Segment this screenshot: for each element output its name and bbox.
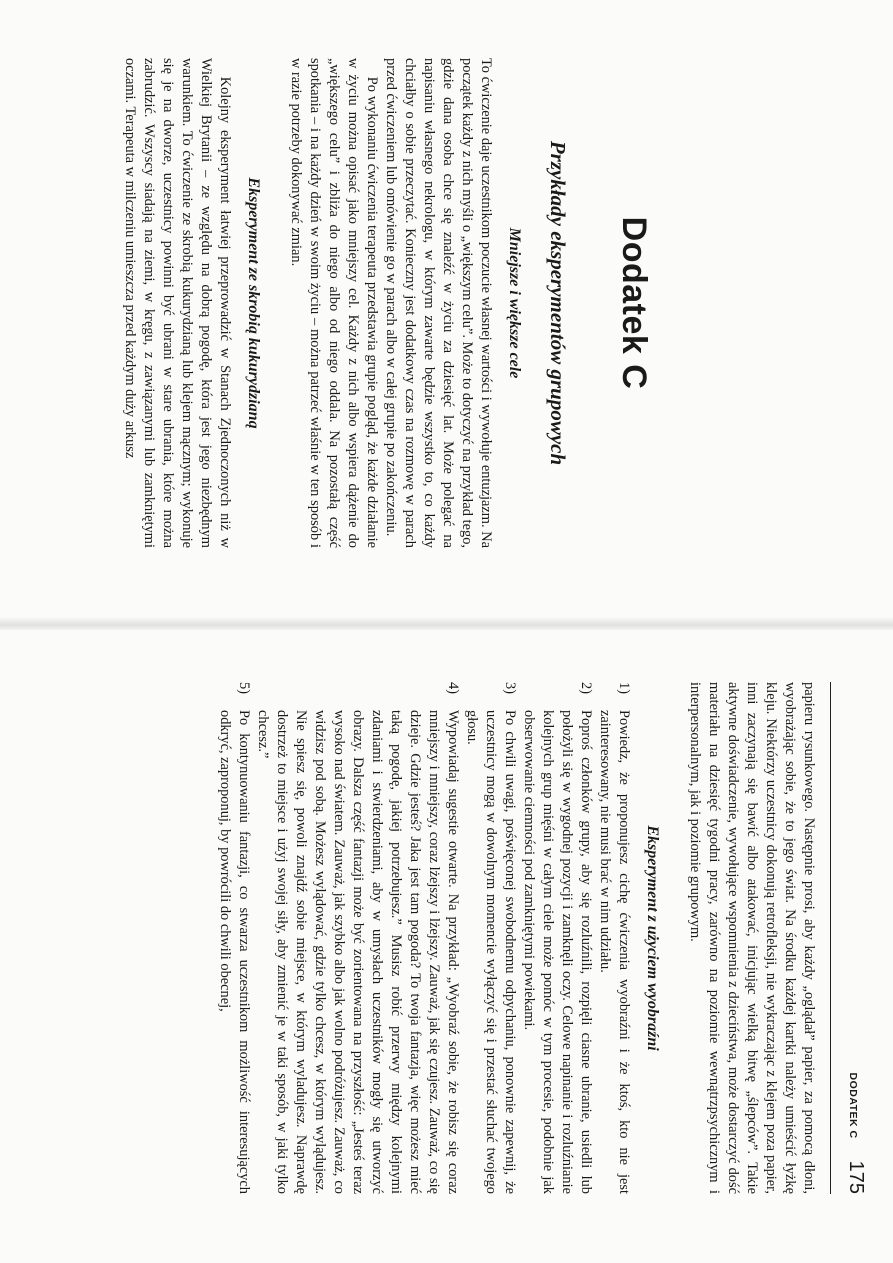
paragraph-continuation: papieru rysunkowego. Następnie prosi, aby każdy „oglądał” papier, za pomocą dłoni, wyobrażając sobie, że to jego świat. Na środku każdej kartki należy umieścić łyżkę kleju. Niektórzy uczestnicy dokonują retrofleksji, nie wykraczając z klejem poza papier, inni zaczynają się bawić albo atakować, inicjując wielką bitwę „ślepców”. Takie aktywne doświadczenie, wywołujące wspomnienia z dzieciństwa, może dostarczyć dość materiału na dziesięć tygodni pracy, zarówno na poziomie wewnątrzpsychicznym i interpersonalnym, jak i poziomie grupowym. bbox=[686, 682, 817, 1194]
list-number: 4) bbox=[444, 682, 461, 694]
book-gutter bbox=[0, 618, 893, 630]
list-item bbox=[462, 682, 519, 1194]
running-head bbox=[844, 682, 867, 1194]
header-rule bbox=[830, 682, 831, 1194]
list-item bbox=[519, 682, 595, 1194]
running-head-label: DODATEK C bbox=[847, 1072, 859, 1139]
paragraph: Po wykonaniu ćwiczenia terapeuta przedstawia grupie pogląd, że każde działanie w życiu można opisać jako mniejszy cel. Każdy z nich albo wspiera dążenie do „większego celu” i zbliża do niego albo od niego oddala. Na pozostałą część spotkania – i na każdy dzień w swoim życiu – można patrzeć właśnie w ten sposób i w razie potrzeby dokonywać zmian. bbox=[287, 58, 380, 548]
section-title-imagination: Eksperyment z użyciem wyobraźni bbox=[643, 825, 661, 1051]
subsection-title-cornstarch: Eksperyment ze skrobią kukurydzianą bbox=[244, 177, 262, 429]
list-number: 3) bbox=[501, 682, 518, 694]
list-number: 5) bbox=[235, 682, 252, 694]
list-number: 2) bbox=[577, 682, 594, 694]
list-item bbox=[253, 682, 462, 1194]
paragraph: To ćwiczenie daje uczestnikom poczucie własnej wartości i wywołuje entuzjazm. Na początek każdy z nich myśli o „większym celu”. Może to dotyczyć na przykład tego, gdzie dana osoba chce się znaleźć w życiu za dziesięć lat. Może polegać na napisaniu własnego nekrologu, w którym zawarte będzie wszystko to, co każdy chciałby o sobie przeczytać. Konieczny jest dodatkowy czas na rozmowę w parach przed ćwiczeniem lub omówienie go w parach albo w całej grupie po zakończeniu. bbox=[382, 58, 494, 548]
right-column bbox=[215, 682, 835, 1194]
numbered-list bbox=[215, 682, 633, 1194]
chapter-title: Dodatek C bbox=[615, 216, 653, 390]
list-text: Po chwili uwagi, poświęconej swobodnemu odpychaniu, ponownie zapewnij, że uczestnicy mogą w dowolnym momencie wyłączyć się i przestać słuchać twojego głosu. bbox=[463, 710, 518, 1194]
left-page bbox=[0, 0, 893, 620]
list-text: Poproś członków grupy, aby się rozluźnili, rozpięli ciasne ubranie, usiedli lub położyli się w wygodnej pozycji i zamknęli oczy. Celowe napinanie i rozluźnianie kolejnych grup mięśni w całym ciele może pomóc w tym procesie, podobnie jak obserwowanie ciemności pod zamkniętymi powiekami. bbox=[520, 710, 594, 1194]
paragraph: Kolejny eksperyment łatwiej przeprowadzić w Stanach Zjednoczonych niż w Wielkiej Brytanii – ze względu na dobrą pogodę, która jest jego niezbędnym warunkiem. To ćwiczenie ze skrobią kukurydzianą lub klejem mącznym; wykonuje się je na dworze, uczestnicy powinni być ubrani w stare ubrania, które można zabrudzić. Wszyscy siadają na ziemi, w kręgu, z zawiązanymi lub zamkniętymi oczami. Terapeuta w milczeniu umieszcza przed każdym duży arkusz bbox=[121, 58, 233, 548]
right-page bbox=[0, 630, 893, 1263]
list-text: Po kontynuowaniu fantazji, co stwarza uczestnikom możliwość interesujących odkryć, zaproponuj, by powrócili do chwili obecnej, bbox=[216, 710, 252, 1194]
page-number: 175 bbox=[845, 1160, 867, 1194]
list-text: Wypowiadaj sugestie otwarte. Na przykład: „Wyobraź sobie, że robisz się coraz mniejszy i mniejszy, coraz lżejszy i lżejszy. Zauważ, jak się czujesz. Zauważ, co się dzieje. Gdzie jesteś? Jaka jest tam pogoda? To twoja fantazja, więc możesz mieć taką pogodę, jakiej potrzebujesz.” Musisz robić przerwy między kolejnymi zdaniami i stwierdzeniami, aby w umysłach uczestników mogły się utworzyć obrazy. Dalsza część fantazji może być zorientowana na przyszłość: „Jesteś teraz wysoko nad światem. Zauważ, jak szybko albo jak wolno podróżujesz. Zauważ, co widzisz pod sobą. Możesz wylądować, gdzie tylko chcesz, w którym wylądujesz. Nie spiesz się, powoli znajdź sobie miejsce, w którym wyladujesz. Naprawdę dostrzeż to miejsce i użyj swojej siły, aby zmienić je w taki sposób, w jaki tylko chcesz.” bbox=[254, 710, 461, 1194]
list-text: Powiedz, że proponujesz cichę ćwiczenia wyobraźni i że ktoś, kto nie jest zainteresowany, nie musi brać w nim udziału. bbox=[596, 710, 632, 1194]
left-column bbox=[120, 58, 853, 548]
list-number: 1) bbox=[615, 682, 632, 694]
section-title: Przykłady eksperymentów grupowych bbox=[546, 140, 570, 466]
subsection-title-goals: Mniejsze i większe cele bbox=[506, 227, 523, 379]
list-item bbox=[215, 682, 253, 1194]
list-item bbox=[595, 682, 633, 1194]
